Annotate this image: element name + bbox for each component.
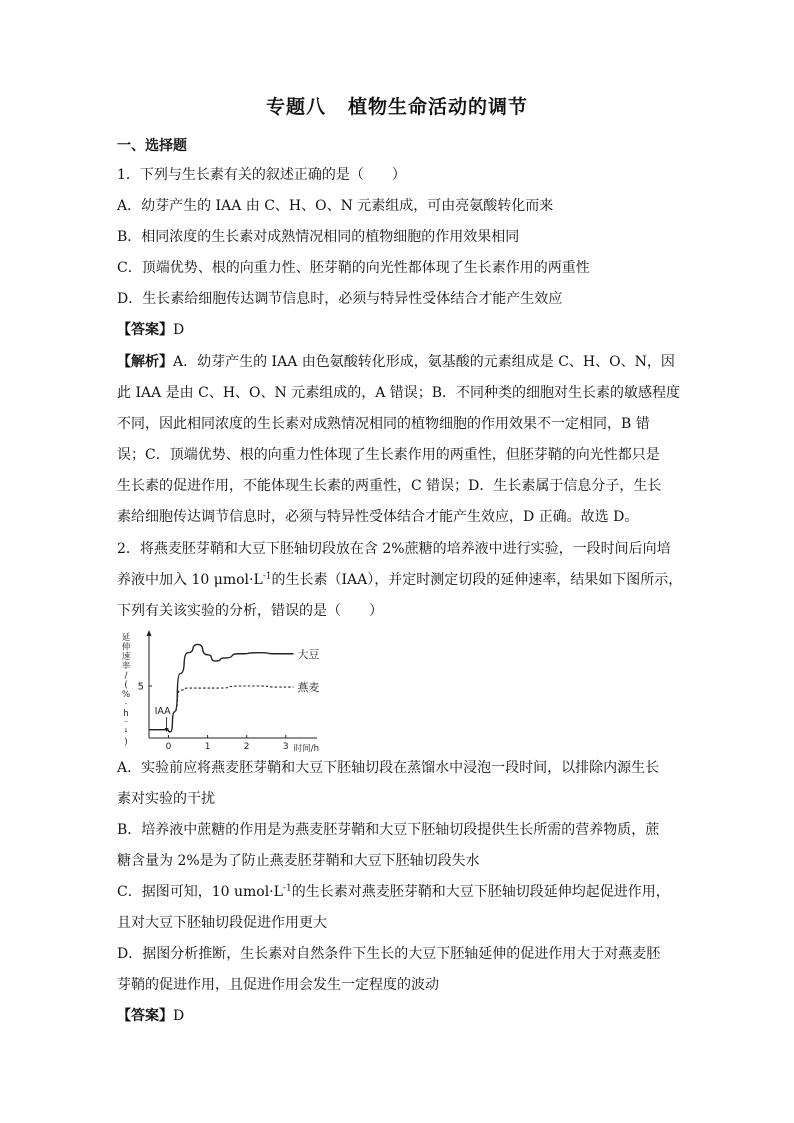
q2-option-a: A．实验前应将燕麦胚芽鞘和大豆下胚轴切段在蒸馏水中浸泡一段时间，以排除内源生长 <box>117 760 660 776</box>
y-axis-arrow <box>147 630 152 636</box>
q2-stem-line: 2．将燕麦胚芽鞘和大豆下胚轴切段放在含 2%蔗糖的培养液中进行实验，一段时间后向培 <box>117 541 671 557</box>
section-heading: 一、选择题 <box>117 138 187 154</box>
q1-answer-label: 【答案】 <box>117 322 173 338</box>
q1-answer-value: D <box>173 322 185 338</box>
q2-stem-line: 养液中加入 10 $\mu mol\cdot L^{-1}$的生长素（IAA），并定时测定切段的延伸速率，结果如下图所示， <box>117 571 683 588</box>
x-tick-label: 0 <box>165 742 172 752</box>
q1-option-c: C．顶端优势、根的向重力性、胚芽鞘的向光性都体现了生长素作用的两重性 <box>117 260 590 276</box>
q1-analysis-line: 此 IAA 是由 C、H、O、N 元素组成的，A 错误；B．不同种类的细胞对生长素的敏感程度 <box>117 385 681 401</box>
series-label: 燕麦 <box>297 681 320 695</box>
q1-option-b: B．相同浓度的生长素对成熟情况相同的植物细胞的作用效果相同 <box>117 229 520 245</box>
q2-option-a-cont: 素对实验的干扰 <box>117 791 215 807</box>
q2-answer <box>117 1007 184 1025</box>
y-axis-label: 延伸速率/ ( % · h ⁻ ¹ ) <box>121 633 131 748</box>
y-tick-label: 5 <box>137 681 144 693</box>
q1-analysis-line: 【解析】A．幼芽产生的 IAA 由色氨酸转化形成，氨基酸的元素组成是 C、H、O、N，因 <box>117 354 675 370</box>
q2-answer-value: D <box>173 1008 185 1024</box>
elongation-rate-chart <box>117 628 329 752</box>
series-line-oat <box>149 686 294 732</box>
q2-option-b: B．培养液中蔗糖的作用是为燕麦胚芽鞘和大豆下胚轴切段提供生长所需的营养物质，蔗 <box>117 822 660 838</box>
q2-option-b-cont: 糖含量为 2%是为了防止燕麦胚芽鞘和大豆下胚轴切段失水 <box>117 853 480 869</box>
q1-option-d: D．生长素给细胞传达调节信息时，必须与特异性受体结合才能产生效应 <box>117 291 563 307</box>
series-line-soybean <box>149 644 294 731</box>
title-topic-name: 植物生命活动的调节 <box>348 96 529 118</box>
page-title <box>0 92 794 119</box>
x-axis-label: 时间/h <box>293 744 319 752</box>
q1-analysis-line: 不同，因此相同浓度的生长素对成熟情况相同的植物细胞的作用效果不一定相同，B 错 <box>117 416 650 432</box>
iaa-annotation: IAA <box>154 706 171 717</box>
q1-option-a: A．幼芽产生的 IAA 由 C、H、O、N 元素组成，可由亮氨酸转化而来 <box>117 198 554 214</box>
q1-stem: 1．下列与生长素有关的叙述正确的是（ ） <box>117 167 406 183</box>
q2-option-d-cont: 芽鞘的促进作用，且促进作用会发生一定程度的波动 <box>117 977 439 993</box>
q2-stem-line: 下列有关该实验的分析，错误的是（ ） <box>117 603 383 619</box>
q1-analysis-line: 素给细胞传达调节信息时，必须与特异性受体结合才能产生效应，D 正确。故选 D。 <box>117 509 639 525</box>
title-topic-number: 专题八 <box>265 96 326 118</box>
x-tick-label: 1 <box>204 742 211 752</box>
q1-analysis-label: 【解析】 <box>117 354 173 370</box>
series-label: 大豆 <box>297 647 320 661</box>
q2-answer-label: 【答案】 <box>117 1008 173 1024</box>
x-tick-label: 2 <box>243 742 250 752</box>
q1-answer <box>117 321 184 339</box>
q1-analysis-line: 误；C．顶端优势、根的向重力性体现了生长素作用的两重性，但胚芽鞘的向光性都只是 <box>117 447 660 463</box>
q2-option-d: D．据图分析推断，生长素对自然条件下生长的大豆下胚轴延伸的促进作用大于对燕麦胚 <box>117 946 661 962</box>
x-tick-label: 3 <box>282 742 289 752</box>
q2-option-c-cont: 且对大豆下胚轴切段促进作用更大 <box>117 915 327 931</box>
q2-option-c: C．据图可知，10 $umol\cdot L^{-1}$的生长素对燕麦胚芽鞘和大豆下胚轴切段延伸均起促进作用， <box>117 883 670 900</box>
q1-analysis-line: 生长素的促进作用，不能体现生长素的两重性，C 错误；D．生长素属于信息分子，生长 <box>117 478 662 494</box>
